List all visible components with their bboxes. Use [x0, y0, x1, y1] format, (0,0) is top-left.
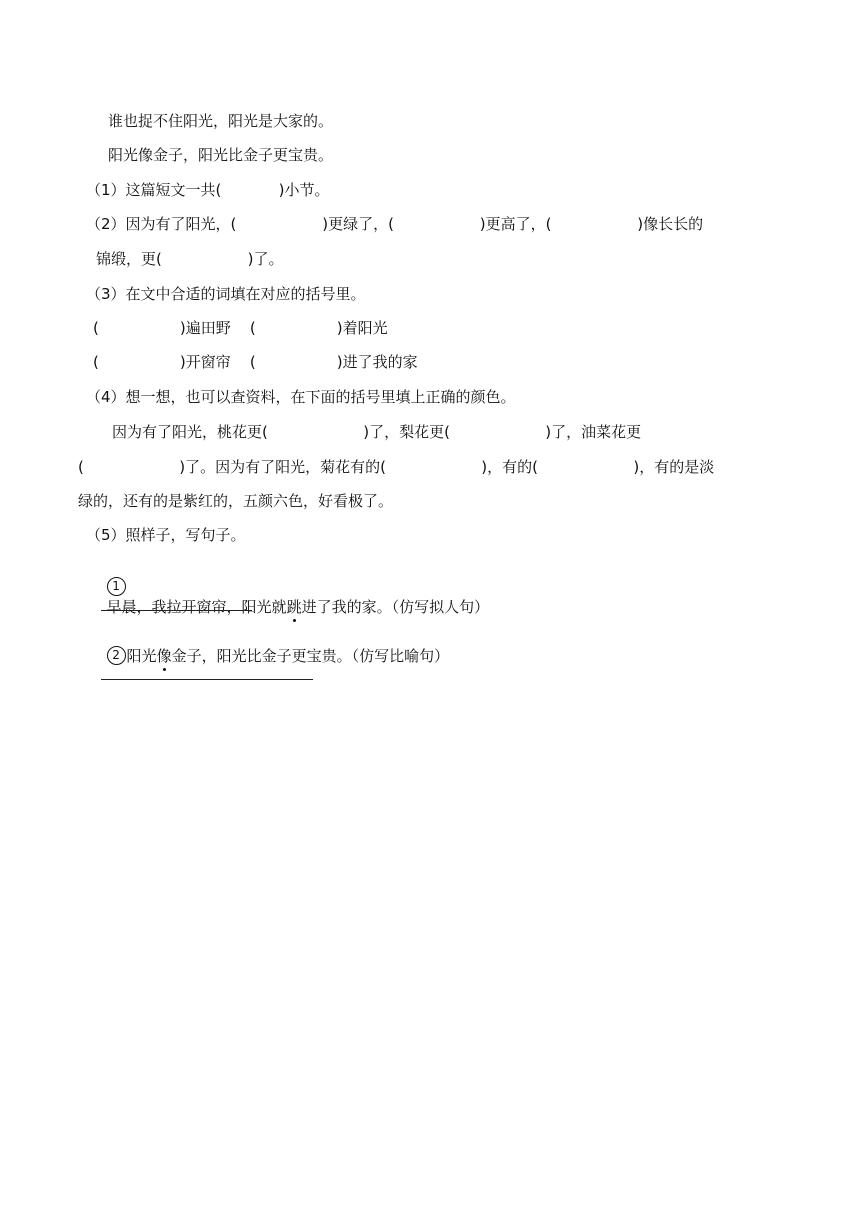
emphasis-dot-char-2: 像 — [156, 647, 172, 665]
emphasis-dot-char-1: 跳 — [286, 598, 302, 616]
circled-number-2: 2 — [107, 646, 126, 665]
example-sentence-2 — [97, 626, 449, 666]
question-4-line-1: 因为有了阳光，桃花更( )了，梨花更( )了，油菜花更 — [112, 423, 642, 441]
question-3-row-2: ( )开窗帘 ( )进了我的家 — [93, 353, 418, 371]
poem-line-2: 阳光像金子，阳光比金子更宝贵。 — [108, 146, 334, 164]
example-2-text-after: 金子，阳光比金子更宝贵。（仿写比喻句） — [171, 647, 450, 665]
poem-line-1: 谁也捉不住阳光，阳光是大家的。 — [108, 112, 334, 130]
question-4-line-2: ( )了。因为有了阳光，菊花有的( )，有的( )，有的是淡 — [78, 458, 715, 476]
question-4-line-3: 绿的，还有的是紫红的，五颜六色，好看极了。 — [78, 492, 394, 510]
example-2-text-before: 阳光 — [126, 647, 157, 665]
question-3-row-1: ( )遍田野 ( )着阳光 — [93, 319, 388, 337]
example-sentence-1 — [97, 557, 489, 617]
circled-number-1: 1 — [107, 577, 126, 596]
question-2-line-1: （2）因为有了阳光，( )更绿了，( )更高了，( )像长长的 — [86, 215, 704, 233]
question-4-prompt: （4）想一想，也可以查资料，在下面的括号里填上正确的颜色。 — [86, 388, 516, 406]
example-1-text-before: 早晨，我拉开窗帘，阳光就 — [106, 598, 287, 616]
example-1-text-after: 进了我的家。（仿写拟人句） — [301, 598, 490, 616]
question-5-prompt: （5）照样子，写句子。 — [86, 526, 246, 544]
question-1: （1）这篇短文一共( )小节。 — [86, 181, 330, 199]
answer-line-2[interactable] — [101, 679, 313, 680]
answer-line-1[interactable] — [101, 610, 252, 611]
question-2-line-2: 锦缎，更( )了。 — [96, 250, 284, 268]
question-3-prompt: （3）在文中合适的词填在对应的括号里。 — [86, 285, 366, 303]
